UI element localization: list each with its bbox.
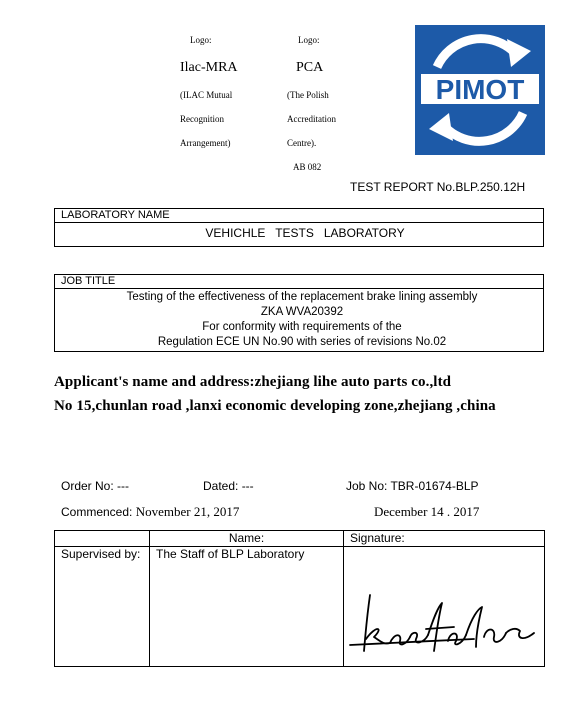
order-dated: Dated: --- bbox=[203, 479, 254, 493]
pimot-logo-text: PIMOT bbox=[435, 74, 525, 105]
laboratory-name-label: LABORATORY NAME bbox=[55, 209, 543, 223]
order-number: Order No: --- bbox=[61, 479, 130, 493]
pimot-logo bbox=[415, 25, 545, 155]
supervised-by-label: Supervised by: bbox=[55, 547, 150, 667]
pca-line: (The Polish bbox=[287, 90, 329, 100]
ilac-logo-label: Logo: bbox=[190, 35, 212, 45]
name-header: Name: bbox=[150, 531, 344, 547]
role-header-cell bbox=[55, 531, 150, 547]
job-title-label: JOB TITLE bbox=[55, 275, 543, 289]
job-title-line: Testing of the effectiveness of the replacement brake lining assembly bbox=[126, 291, 478, 303]
laboratory-name-value: VEHICHLE TESTS LABORATORY bbox=[205, 226, 405, 240]
pca-description bbox=[287, 83, 336, 179]
ilac-description bbox=[180, 83, 232, 155]
end-date-value: December 14 . 2017 bbox=[374, 504, 480, 519]
signature-table bbox=[54, 530, 545, 667]
supervisor-name: The Staff of BLP Laboratory bbox=[150, 547, 344, 667]
signature-header: Signature: bbox=[344, 531, 545, 547]
job-title-box bbox=[54, 274, 544, 352]
ilac-name: Ilac-MRA bbox=[180, 60, 238, 75]
handwritten-signature bbox=[344, 547, 544, 668]
commenced-date: November 21, 2017 bbox=[135, 504, 240, 519]
pca-line: AB 082 bbox=[293, 162, 322, 172]
commenced-label: Commenced: bbox=[61, 505, 136, 519]
pca-line: Centre). bbox=[287, 138, 317, 148]
test-report-number: TEST REPORT No.BLP.250.12H bbox=[350, 180, 526, 194]
ilac-line: Recognition bbox=[180, 114, 224, 124]
pca-logo-label: Logo: bbox=[298, 35, 320, 45]
commenced bbox=[61, 504, 239, 520]
job-title-line: For conformity with requirements of the bbox=[202, 321, 402, 333]
pca-line: Accreditation bbox=[287, 114, 336, 124]
applicant-address: No 15,chunlan road ,lanxi economic developing zone,zhejiang ,china bbox=[54, 398, 496, 414]
ilac-line: Arrangement) bbox=[180, 138, 231, 148]
signature-cell bbox=[344, 547, 545, 667]
applicant-name: Applicant's name and address:zhejiang lihe auto parts co.,ltd bbox=[54, 374, 452, 390]
ilac-line: (ILAC Mutual bbox=[180, 90, 233, 100]
job-number: Job No: TBR-01674-BLP bbox=[346, 479, 479, 493]
applicant-block bbox=[54, 370, 496, 418]
job-title-text bbox=[55, 289, 543, 350]
pca-name: PCA bbox=[296, 60, 324, 75]
end-date bbox=[374, 504, 479, 520]
job-title-line: ZKA WVA20392 bbox=[260, 306, 344, 318]
job-title-line: Regulation ECE UN No.90 with series of revisions No.02 bbox=[157, 336, 447, 348]
laboratory-name-box bbox=[54, 208, 544, 247]
